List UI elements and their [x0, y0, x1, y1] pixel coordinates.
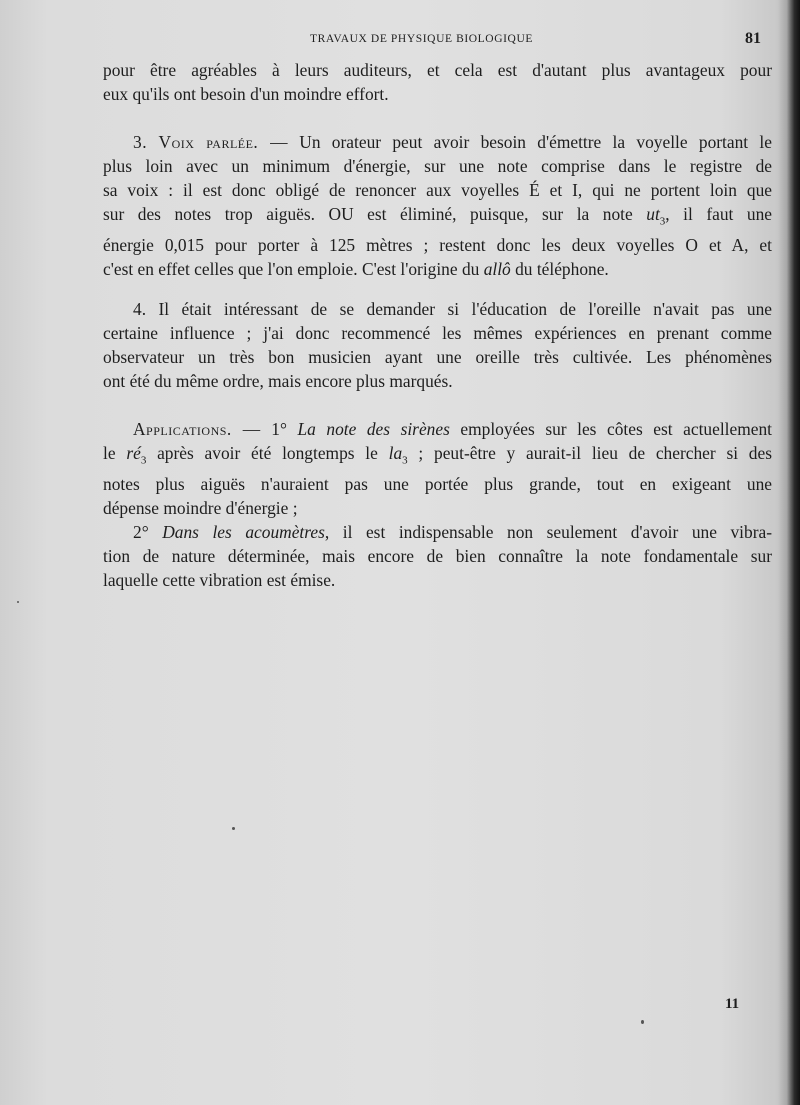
text-line: laquelle cette vibration est émise. — [103, 569, 336, 590]
text-line: ont été du même ordre, mais encore plus marqués. — [103, 370, 453, 391]
musical-note: la — [388, 442, 403, 463]
printer-signature-mark: 11 — [725, 996, 740, 1012]
section-voix-parlee — [103, 131, 772, 282]
paragraph-continuation — [103, 59, 772, 107]
italic-term: Dans les acoumètres — [162, 522, 325, 543]
text-line: observateur un très bon musicien ayant une oreille très cultivée. Les phénomènes — [103, 346, 772, 367]
text-line: le $ré_3$ après avoir été longtemps le $la_3$ ; peut-être y aurait-il lieu de chercher si des — [103, 442, 772, 467]
text-line: 3. Voix parlée. — Un orateur peut avoir besoin d'émettre la voyelle portant le — [133, 132, 772, 152]
section-applications — [103, 418, 772, 593]
musical-note: ré — [126, 442, 141, 463]
book-binding-edge — [778, 0, 800, 1105]
text-line: 2° Dans les acoumètres, il est indispensable non seulement d'avoir une vibra- — [133, 522, 772, 543]
text-line: certaine influence ; j'ai donc recommencé les mêmes expériences en prenant comme — [103, 322, 772, 343]
text-line: énergie 0,015 pour porter à 125 mètres ; restent donc les deux voyelles O et A, et — [103, 235, 772, 256]
section-heading: 3. Voix parlée. — — [133, 132, 288, 152]
text-line: eux qu'ils ont besoin d'un moindre effort. — [103, 83, 389, 104]
paper-speck — [232, 827, 235, 830]
musical-note: ut — [646, 203, 660, 224]
running-head — [0, 30, 800, 52]
section-4 — [103, 298, 772, 394]
text-line: sa voix : il est donc obligé de renoncer aux voyelles É et I, qui ne portent loin que — [103, 179, 772, 200]
italic-term: allô — [483, 259, 511, 279]
text-line: notes plus aiguës n'auraient pas une portée plus grande, tout en exigeant une — [103, 474, 772, 495]
paper-speck — [17, 601, 19, 603]
section-heading: Applications. — — [133, 419, 261, 439]
text-line: dépense moindre d'énergie ; — [103, 498, 298, 519]
page-number: 81 — [745, 30, 761, 47]
text-line: pour être agréables à leurs auditeurs, et cela est d'autant plus avantageux pour — [103, 60, 772, 80]
text-line: 4. Il était intéressant de se demander si l'éducation de l'oreille n'avait pas une — [133, 299, 772, 319]
text-line: plus loin avec un minimum d'énergie, sur une note comprise dans le registre de — [103, 155, 772, 176]
italic-term: La note des sirènes — [297, 419, 450, 439]
text-line: c'est en effet celles que l'on emploie. C'est l'origine du allô du téléphone. — [103, 259, 609, 279]
text-line: sur des notes trop aiguës. OU est éliminé, puisque, sur la note $ut_3$, il faut une — [103, 203, 772, 228]
running-title: TRAVAUX DE PHYSIQUE BIOLOGIQUE — [310, 33, 533, 45]
text-line: Applications. — 1° La note des sirènes employées sur les côtes est actuellement — [133, 419, 772, 439]
text-line: tion de nature déterminée, mais encore de bien connaître la note fondamentale sur — [103, 546, 772, 566]
paper-speck — [641, 1020, 644, 1024]
